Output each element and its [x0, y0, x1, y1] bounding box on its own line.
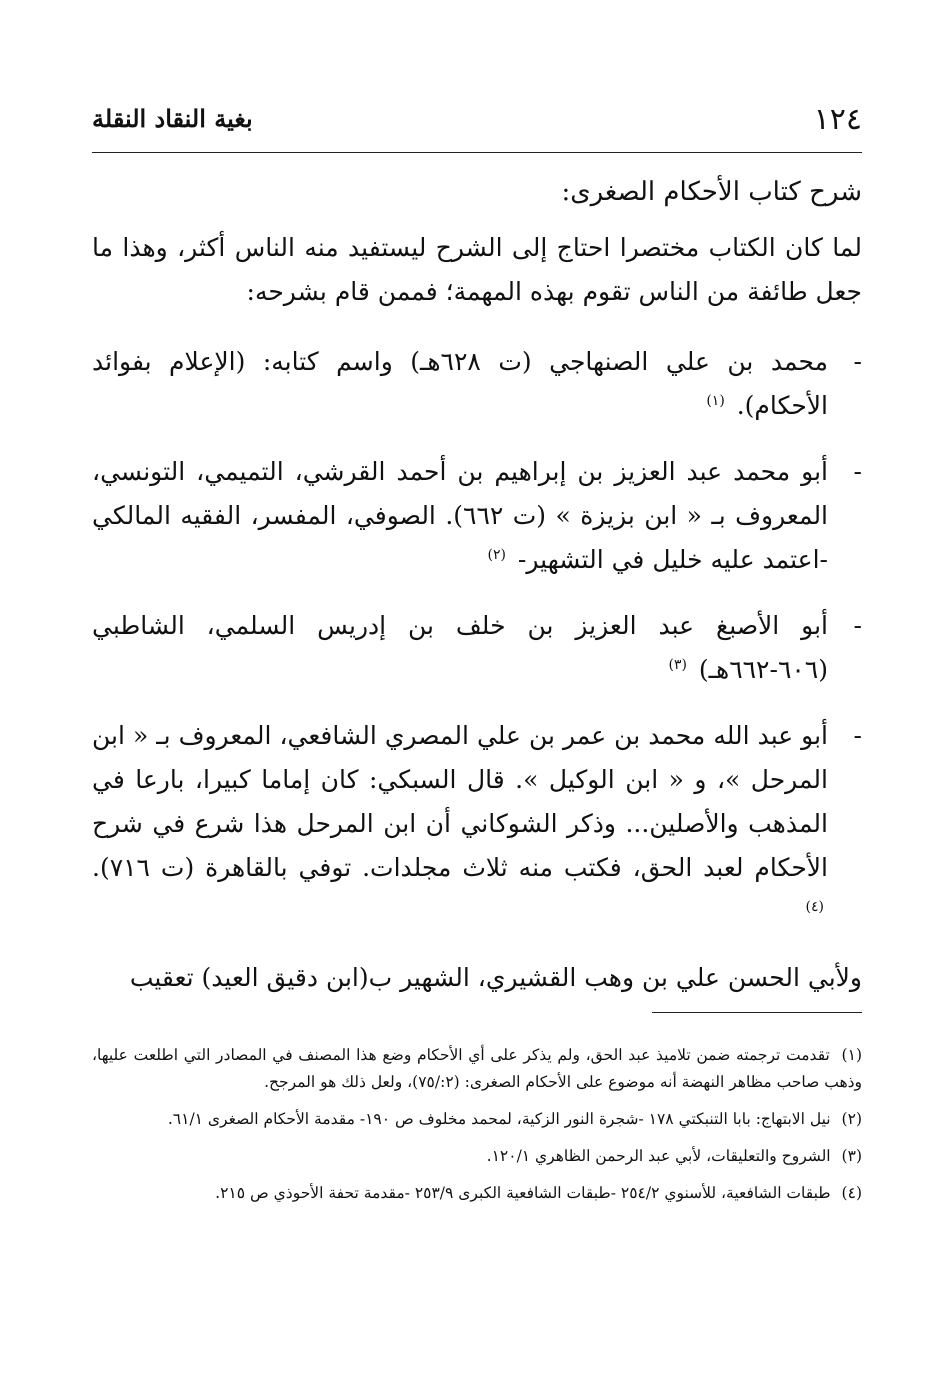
main-text — [92, 170, 862, 1000]
list-item — [92, 340, 862, 428]
footnote-number: (٢) — [841, 1110, 862, 1128]
list-item — [92, 450, 862, 582]
footnote-divider — [652, 1012, 862, 1013]
list-item-text: محمد بن علي الصنهاجي (ت ٦٢٨هـ) واسم كتابه: (الإعلام بفوائد الأحكام). — [92, 347, 828, 420]
list-item — [92, 714, 862, 934]
footnote-number: (٤) — [841, 1184, 862, 1202]
footnote — [92, 1143, 862, 1170]
list-dash: - — [853, 721, 862, 750]
list-dash: - — [853, 611, 862, 640]
book-page — [92, 0, 862, 1387]
footnote-number: (١) — [841, 1046, 862, 1064]
footnote — [92, 1180, 862, 1207]
running-header — [92, 96, 862, 146]
footnotes — [92, 1042, 862, 1217]
list-item-text: أبو محمد عبد العزيز بن إبراهيم بن أحمد القرشي، التميمي، التونسي، المعروف بـ « ابن بزيزة » (ت ٦٦٢). الصوفي، المفسر، الفقيه المالكي -اعتمد عليه خليل في التشهير- — [92, 457, 829, 574]
footnote-number: (٣) — [841, 1147, 862, 1165]
section-heading: شرح كتاب الأحكام الصغرى: — [561, 177, 862, 207]
footnote-text: نيل الابتهاج: بابا التنبكتي ١٧٨ -شجرة النور الزكية، لمحمد مخلوف ص ١٩٠- مقدمة الأحكام الصغرى ٦١/١. — [167, 1110, 831, 1128]
footnote-text: طبقات الشافعية، للأسنوي ٢٥٤/٢ -طبقات الشافعية الكبرى ٢٥٣/٩ -مقدمة تحفة الأحوذي ص ٢١٥. — [215, 1184, 831, 1202]
list-item-text: أبو عبد الله محمد بن عمر بن علي المصري الشافعي، المعروف بـ « ابن المرحل »، و « ابن الوكيل ». قال السبكي: كان إماما كبيرا، بارعا في المذهب والأصلين... وذكر الشوكاني أن ابن المرحل هذا شرع في شرح الأحكام لعبد الحق، فكتب منه ثلاث مجلدات. توفي بالقاهرة (ت ٧١٦). — [92, 721, 828, 882]
continuation-paragraph: ولأبي الحسن علي بن وهب القشيري، الشهير ب(ابن دقيق العيد) تعقيب — [129, 963, 862, 992]
list-item-text: أبو الأصبغ عبد العزيز بن خلف بن إدريس السلمي، الشاطبي (٦٠٦-٦٦٢هـ) — [92, 611, 828, 684]
header-divider — [92, 152, 862, 153]
book-title: بغية النقاد النقلة — [92, 104, 253, 133]
footnote-text: تقدمت ترجمته ضمن تلاميذ عبد الحق، ولم يذكر على أي الأحكام وضع هذا المصنف في المصادر التي اطلعت عليها، وذهب صاحب مظاهر النهضة أنه موضوع على الأحكام الصغرى: (٢:/٧٥)، ولعل ذلك هو المرجح. — [92, 1046, 862, 1091]
footnote-reference: (٣) — [668, 656, 687, 673]
footnote-text: الشروح والتعليقات، لأبي عبد الرحمن الظاهري ١٢٠/١. — [486, 1147, 831, 1165]
footnote-reference: (٢) — [487, 546, 506, 563]
footnote-reference: (١) — [706, 392, 725, 409]
footnote-reference: (٤) — [805, 898, 824, 915]
list-item — [92, 604, 862, 692]
footnote — [92, 1042, 862, 1096]
list-dash: - — [853, 457, 862, 486]
footnote — [92, 1106, 862, 1133]
list-dash: - — [853, 347, 862, 376]
page-number: ١٢٤ — [813, 102, 862, 137]
intro-paragraph: لما كان الكتاب مختصرا احتاج إلى الشرح ليستفيد منه الناس أكثر، وهذا ما جعل طائفة من الناس تقوم بهذه المهمة؛ فممن قام بشرحه: — [92, 233, 862, 306]
